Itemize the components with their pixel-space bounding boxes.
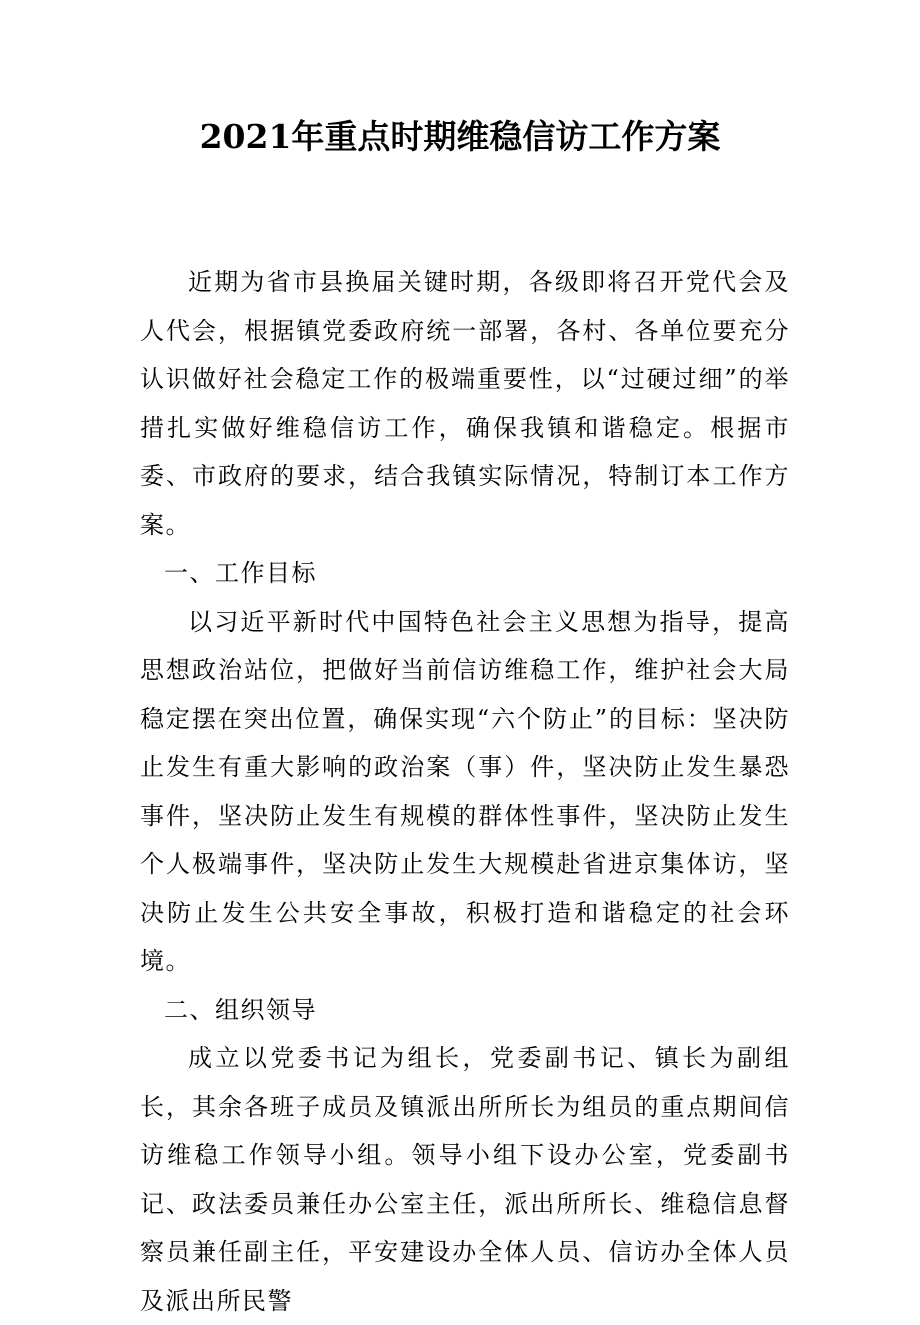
document-title: 2021年重点时期维稳信访工作方案	[199, 117, 721, 156]
document-body	[140, 258, 790, 1325]
organization-paragraph: 成立以党委书记为组长，党委副书记、镇长为副组长，其余各班子成员及镇派出所所长为组员的重点期间信访维稳工作领导小组。领导小组下设办公室，党委副书记、政法委员兼任办公室主任，派出所所长、维稳信息督察员兼任副主任，平安建设办全体人员、信访办全体人员及派出所民警	[140, 1044, 790, 1315]
intro-paragraph: 近期为省市县换届关键时期，各级即将召开党代会及人代会，根据镇党委政府统一部署，各村、各单位要充分认识做好社会稳定工作的极端重要性，以“过硬过细”的举措扎实做好维稳信访工作，确保我镇和谐稳定。根据市委、市政府的要求，结合我镇实际情况，特制订本工作方案。	[140, 268, 790, 539]
work-goals-paragraph: 以习近平新时代中国特色社会主义思想为指导，提高思想政治站位，把做好当前信访维稳工作，维护社会大局稳定摆在突出位置，确保实现“六个防止”的目标：坚决防止发生有重大影响的政治案（事）件，坚决防止发生暴恐事件，坚决防止发生有规模的群体性事件，坚决防止发生个人极端事件，坚决防止发生大规模赴省进京集体访，坚决防止发生公共安全事故，积极打造和谐稳定的社会环境。	[140, 607, 790, 975]
section-heading-work-goals: 一、工作目标	[164, 559, 317, 587]
section-heading-organization: 二、组织领导	[164, 995, 317, 1024]
